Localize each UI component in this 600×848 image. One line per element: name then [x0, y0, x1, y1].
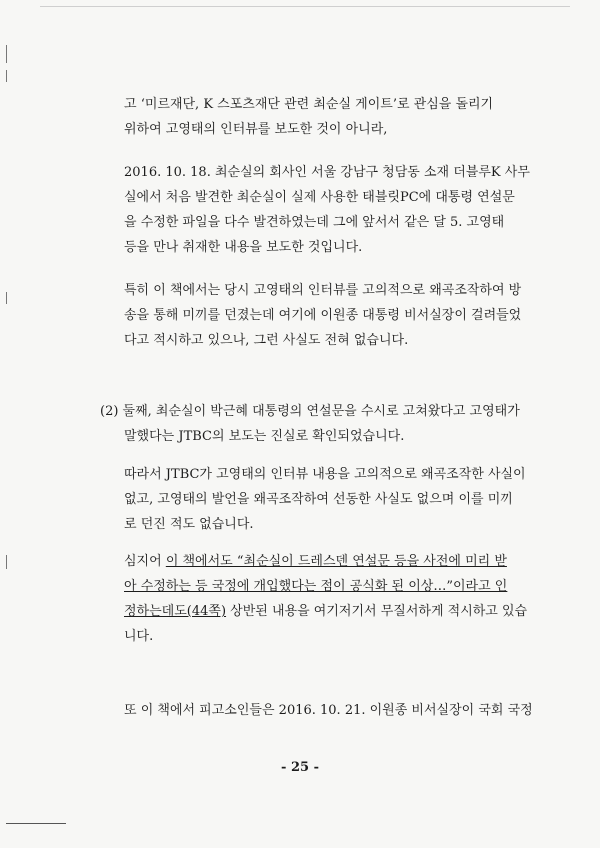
paragraph-6 — [124, 549, 527, 649]
text-line — [124, 549, 527, 574]
text-line: 위하여 고영태의 인터뷰를 보도한 것이 아니라, — [124, 122, 388, 137]
text-line — [124, 599, 527, 624]
text-line: 없고, 고영태의 발언을 왜곡조작하여 선동한 사실도 없으며 이를 미끼 — [124, 492, 513, 507]
text-line: 을 수정한 파일을 다수 발견하였는데 그에 앞서서 같은 달 5. 고영태 — [124, 215, 505, 230]
section-2-continuation — [124, 424, 404, 449]
left-binding-mark — [6, 70, 7, 82]
text-line — [124, 574, 527, 599]
bottom-scan-line — [6, 823, 66, 824]
paragraph-7 — [124, 698, 533, 723]
text-line: 다고 적시하고 있으나, 그런 사실도 전혀 없습니다. — [124, 333, 409, 348]
page-number: - 25 - — [281, 760, 319, 775]
paragraph-5 — [124, 462, 526, 537]
text-line: 송을 통해 미끼를 던졌는데 여기에 이원종 대통령 비서실장이 걸려들었 — [124, 308, 522, 323]
underlined-quote: 아 수정하는 등 국정에 개입했다는 점이 공식화 된 이상…”이라고 인 — [124, 579, 508, 594]
left-binding-mark — [6, 555, 7, 569]
text-line: 말했다는 JTBC의 보도는 진실로 확인되었습니다. — [124, 429, 405, 444]
paragraph-1 — [124, 92, 493, 142]
text-line: 실에서 처음 발견한 최순실이 실제 사용한 태블릿PC에 대통령 연설문 — [124, 190, 515, 205]
text-line: 니다. — [124, 629, 154, 644]
left-binding-mark — [6, 45, 7, 63]
text-line: 특히 이 책에서는 당시 고영태의 인터뷰를 고의적으로 왜곡조작하여 방 — [124, 283, 522, 298]
left-binding-mark — [6, 292, 7, 304]
paragraph-3 — [124, 278, 521, 353]
paragraph-2 — [124, 160, 530, 260]
top-scan-edge — [40, 6, 570, 7]
text-line: 로 던진 적도 없습니다. — [124, 517, 254, 532]
plain-text: 상반된 내용을 여기저기서 무질서하게 적시하고 있습 — [226, 604, 528, 619]
text-line: 따라서 JTBC가 고영태의 인터뷰 내용을 고의적으로 왜곡조작한 사실이 — [124, 467, 526, 482]
section-2-heading-line — [100, 399, 520, 424]
text-line: (2) 둘째, 최순실이 박근혜 대통령의 연설문을 수시로 고쳐왔다고 고영태가 — [100, 404, 520, 419]
underlined-quote: 정하는데도(44쪽) — [124, 604, 227, 619]
text-line: 또 이 책에서 피고소인들은 2016. 10. 21. 이원종 비서실장이 국회 국정 — [124, 703, 533, 718]
text-line: 2016. 10. 18. 최순실의 회사인 서울 강남구 청담동 소재 더블루K 사무 — [124, 165, 530, 180]
plain-text: 심지어 — [124, 554, 166, 569]
text-line: 고 ‘미르재단, K 스포츠재단 관련 최순실 게이트’로 관심을 돌리기 — [124, 97, 494, 112]
underlined-quote: 이 책에서도 “최순실이 드레스덴 연설문 등을 사전에 미리 받 — [165, 554, 507, 569]
text-line: 등을 만나 취재한 내용을 보도한 것입니다. — [124, 240, 363, 255]
